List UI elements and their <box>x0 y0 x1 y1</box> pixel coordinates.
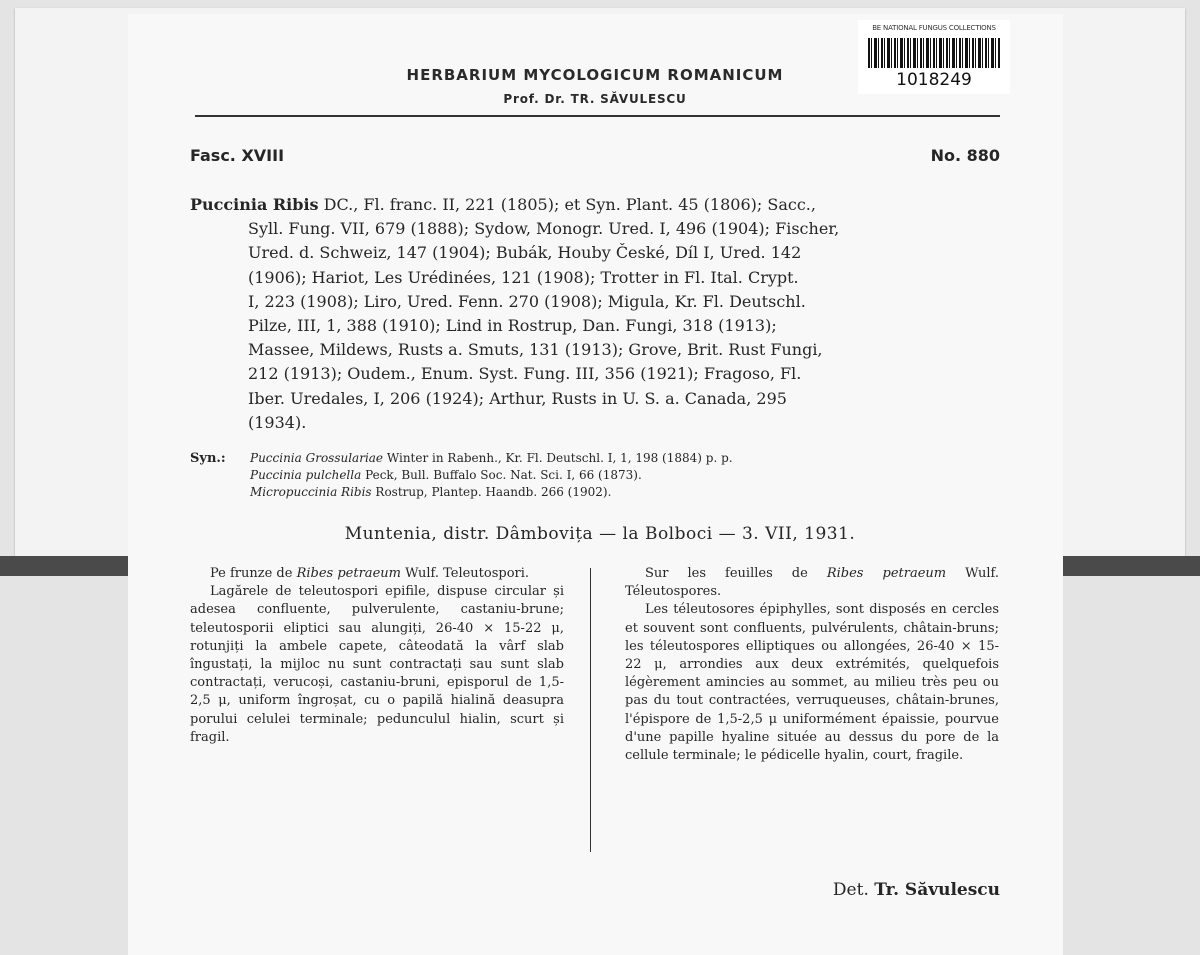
citation-line: Syll. Fung. VII, 679 (1888); Sydow, Monogr. Ured. I, 496 (1904); Fischer, <box>248 219 840 239</box>
citation-line: Pilze, III, 1, 388 (1910); Lind in Rostrup, Dan. Fungi, 318 (1913); <box>248 316 777 336</box>
citation-line: Iber. Uredales, I, 206 (1924); Arthur, Rusts in U. S. a. Canada, 295 <box>248 388 787 408</box>
citation-line: Massee, Mildews, Rusts a. Smuts, 131 (1913); Grove, Brit. Rust Fungi, <box>248 340 823 360</box>
barcode-institution: BE NATIONAL FUNGUS COLLECTIONS <box>872 24 996 32</box>
citation-line: I, 223 (1908); Liro, Ured. Fenn. 270 (1908); Migula, Kr. Fl. Deutschl. <box>248 291 806 311</box>
taxon-citation <box>190 193 1000 435</box>
exsiccata-number: No. 880 <box>930 146 1000 165</box>
barcode-bars <box>868 38 1000 68</box>
column-divider <box>590 568 591 852</box>
label-title: HERBARIUM MYCOLOGICUM ROMANICUM <box>406 66 784 84</box>
citation-line: 212 (1913); Oudem., Enum. Syst. Fung. III, 356 (1921); Fragoso, Fl. <box>248 364 802 384</box>
description-paragraph: Lagărele de teleutospori epifile, dispuse circular și adesea confluente, pulverulente, castaniu-brune; teleutosporii eliptici sau alungiți, 26-40 × 15-22 μ, rotunjiți la ambele capete, câteodată la vârf slab îngustați, la mijloc nu sunt contractați sau sunt slab contractați, verucoși, castaniu-bruni, episporul de 1,5-2,5 μ, uniform îngroșat, cu o papilă hialină deasupra porului celulei terminale; pedunculul hialin, scurt și fragil. <box>190 584 564 745</box>
synonyms-list <box>250 450 1000 501</box>
collection-locality: Muntenia, distr. Dâmbovița — la Bolboci — 3. VII, 1931. <box>344 524 856 544</box>
barcode-number: 1018249 <box>896 70 972 90</box>
citation-line-1: Puccinia Ribis DC., Fl. franc. II, 221 (1805); et Syn. Plant. 45 (1806); Sacc., <box>190 195 816 214</box>
citation-line: (1934). <box>248 412 307 432</box>
description-romanian <box>190 565 564 747</box>
label-author: Prof. Dr. TR. SĂVULESCU <box>503 92 687 106</box>
determiner: Det. Tr. Săvulescu <box>832 880 1000 900</box>
synonyms-label: Syn.: <box>190 451 226 466</box>
host-paragraph: Sur les feuilles de Ribes petraeum Wulf. Téleutospores. <box>625 566 999 600</box>
host-name: Ribes petraeum <box>826 566 947 581</box>
host-paragraph: Pe frunze de Ribes petraeum Wulf. Teleutospori. <box>210 566 530 581</box>
synonym-item: Micropuccinia Ribis Rostrup, Plantep. Haandb. 266 (1902). <box>250 485 612 499</box>
determiner-name: Tr. Săvulescu <box>874 880 1000 900</box>
fascicle-number: Fasc. XVIII <box>190 146 285 165</box>
synonym-item: Puccinia Grossulariae Winter in Rabenh., Kr. Fl. Deutschl. I, 1, 198 (1884) p. p. <box>250 451 733 465</box>
citation-line: Ured. d. Schweiz, 147 (1904); Bubák, Houby České, Díl I, Ured. 142 <box>248 243 802 263</box>
header-rule <box>195 115 1000 117</box>
citation-line: (1906); Hariot, Les Urédinées, 121 (1908); Trotter in Fl. Ital. Crypt. <box>248 267 799 287</box>
taxon-name: Puccinia Ribis <box>190 195 319 214</box>
host-name: Ribes petraeum <box>296 566 401 581</box>
synonym-item: Puccinia pulchella Peck, Bull. Buffalo Soc. Nat. Sci. I, 66 (1873). <box>250 468 642 482</box>
description-paragraph: Les téleutosores épiphylles, sont disposés en cercles et souvent sont confluents, pulvérulents, châtain-bruns; les téleutospores elliptiques ou allongées, 26-40 × 15-22 μ, arrondies aux deux extrémités, quelquefois légèrement amincies au sommet, au milieu très peu ou pas du tout contractées, verruqueuses, châtain-brunes, l'épispore de 1,5-2,5 μ uniformément épaissie, pourvue d'une papille hyaline située au dessus du pore de la cellule terminale; le pédicelle hyalin, court, fragile. <box>625 602 999 764</box>
description-french <box>625 565 999 765</box>
